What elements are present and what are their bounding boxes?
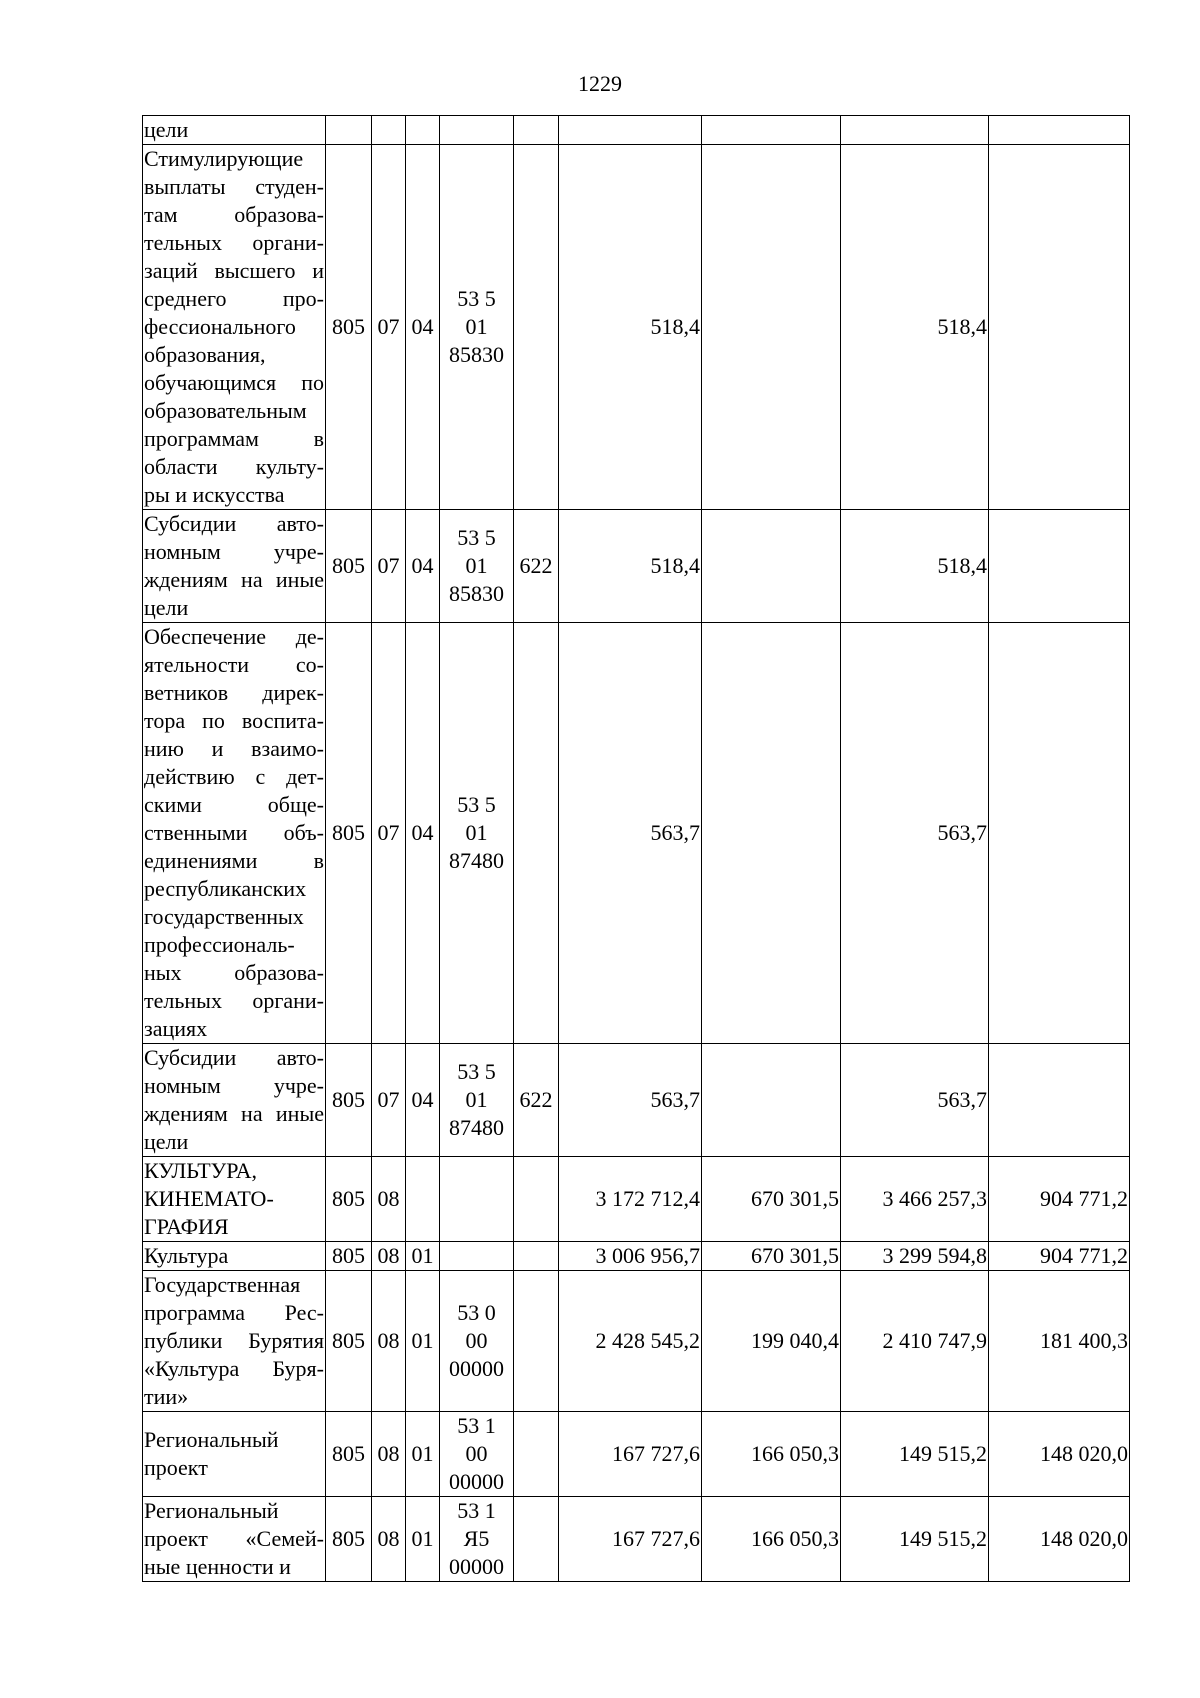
description-line: тельных органи- bbox=[144, 230, 324, 255]
cell-amount-4 bbox=[989, 145, 1130, 510]
cell-expense-type bbox=[514, 1412, 559, 1497]
cell-target-code bbox=[440, 145, 514, 510]
cell-amount-2: 166 050,3 bbox=[702, 1412, 841, 1497]
cell-section-code: 07 bbox=[372, 510, 406, 623]
cell-target-code bbox=[440, 116, 514, 145]
cell-description bbox=[143, 510, 326, 623]
cell-amount-3: 518,4 bbox=[841, 510, 989, 623]
cell-target-code bbox=[440, 1271, 514, 1412]
description-line: тии» bbox=[144, 1384, 189, 1409]
cell-target-code bbox=[440, 1242, 514, 1271]
description-line: программам в bbox=[144, 426, 324, 451]
description-line: цели bbox=[144, 1129, 189, 1154]
table-row bbox=[143, 1157, 1130, 1242]
cell-description bbox=[143, 1497, 326, 1582]
cell-expense-type: 622 bbox=[514, 1044, 559, 1157]
target-code-line: 01 bbox=[465, 820, 488, 845]
cell-amount-1: 518,4 bbox=[559, 510, 702, 623]
cell-amount-4 bbox=[989, 623, 1130, 1044]
cell-admin-code: 805 bbox=[326, 1157, 372, 1242]
cell-target-code bbox=[440, 510, 514, 623]
cell-target-code bbox=[440, 1044, 514, 1157]
cell-target-code bbox=[440, 1412, 514, 1497]
cell-amount-4 bbox=[989, 116, 1130, 145]
cell-admin-code: 805 bbox=[326, 1497, 372, 1582]
cell-section-code: 08 bbox=[372, 1497, 406, 1582]
table-row bbox=[143, 623, 1130, 1044]
cell-amount-1: 167 727,6 bbox=[559, 1497, 702, 1582]
cell-amount-3 bbox=[841, 116, 989, 145]
table-row bbox=[143, 1412, 1130, 1497]
target-code-line: 53 5 bbox=[457, 1059, 496, 1084]
cell-section-code bbox=[372, 116, 406, 145]
cell-description bbox=[143, 623, 326, 1044]
cell-amount-3: 3 466 257,3 bbox=[841, 1157, 989, 1242]
cell-expense-type bbox=[514, 116, 559, 145]
cell-amount-1 bbox=[559, 116, 702, 145]
description-line: образовательным bbox=[144, 398, 307, 423]
cell-target-code bbox=[440, 1497, 514, 1582]
cell-amount-2 bbox=[702, 1044, 841, 1157]
cell-amount-1: 3 006 956,7 bbox=[559, 1242, 702, 1271]
cell-subsection-code: 01 bbox=[406, 1497, 440, 1582]
target-code-line: 53 5 bbox=[457, 286, 496, 311]
cell-subsection-code bbox=[406, 116, 440, 145]
table-row bbox=[143, 1242, 1130, 1271]
description-line: проект «Семей- bbox=[144, 1526, 324, 1551]
description-line: Субсидии авто- bbox=[144, 1045, 324, 1070]
cell-section-code: 08 bbox=[372, 1412, 406, 1497]
description-line: единениями в bbox=[144, 848, 324, 873]
description-line: ственными объ- bbox=[144, 820, 324, 845]
cell-amount-4: 148 020,0 bbox=[989, 1412, 1130, 1497]
cell-amount-2 bbox=[702, 145, 841, 510]
description-line: образования, bbox=[144, 342, 266, 367]
target-code-line: 53 1 bbox=[457, 1413, 496, 1438]
description-line: действию с дет- bbox=[144, 764, 324, 789]
cell-amount-2 bbox=[702, 623, 841, 1044]
cell-expense-type: 622 bbox=[514, 510, 559, 623]
cell-admin-code: 805 bbox=[326, 1271, 372, 1412]
cell-amount-2 bbox=[702, 116, 841, 145]
target-code-line: 85830 bbox=[449, 581, 504, 606]
cell-subsection-code bbox=[406, 1157, 440, 1242]
cell-section-code: 08 bbox=[372, 1242, 406, 1271]
description-line: номным учре- bbox=[144, 1073, 324, 1098]
cell-target-code bbox=[440, 1157, 514, 1242]
target-code-line: 00000 bbox=[449, 1356, 504, 1381]
description-line: тельных органи- bbox=[144, 988, 324, 1013]
table-row bbox=[143, 510, 1130, 623]
description-line: среднего про- bbox=[144, 286, 324, 311]
table-row bbox=[143, 116, 1130, 145]
cell-amount-3: 3 299 594,8 bbox=[841, 1242, 989, 1271]
description-line: КУЛЬТУРА, bbox=[144, 1158, 258, 1183]
cell-expense-type bbox=[514, 1242, 559, 1271]
cell-amount-1: 563,7 bbox=[559, 1044, 702, 1157]
target-code-line: 53 0 bbox=[457, 1300, 496, 1325]
cell-amount-1: 3 172 712,4 bbox=[559, 1157, 702, 1242]
cell-target-code bbox=[440, 623, 514, 1044]
description-line: ждениям на иные bbox=[144, 1101, 324, 1126]
cell-description bbox=[143, 116, 326, 145]
cell-expense-type bbox=[514, 1497, 559, 1582]
cell-amount-3: 563,7 bbox=[841, 1044, 989, 1157]
cell-expense-type bbox=[514, 623, 559, 1044]
description-line: цели bbox=[144, 595, 189, 620]
description-line: ГРАФИЯ bbox=[144, 1214, 229, 1239]
description-line: профессиональ- bbox=[144, 932, 295, 957]
cell-amount-4: 181 400,3 bbox=[989, 1271, 1130, 1412]
cell-amount-1: 167 727,6 bbox=[559, 1412, 702, 1497]
cell-amount-4: 148 020,0 bbox=[989, 1497, 1130, 1582]
description-line: заций высшего и bbox=[144, 258, 324, 283]
cell-description bbox=[143, 145, 326, 510]
cell-amount-2 bbox=[702, 510, 841, 623]
cell-subsection-code: 01 bbox=[406, 1412, 440, 1497]
cell-amount-2: 670 301,5 bbox=[702, 1242, 841, 1271]
cell-subsection-code: 01 bbox=[406, 1271, 440, 1412]
description-line: «Культура Буря- bbox=[144, 1356, 324, 1381]
target-code-line: 87480 bbox=[449, 1115, 504, 1140]
cell-admin-code bbox=[326, 116, 372, 145]
cell-admin-code: 805 bbox=[326, 510, 372, 623]
cell-subsection-code: 04 bbox=[406, 510, 440, 623]
cell-admin-code: 805 bbox=[326, 145, 372, 510]
description-line: обучающимся по bbox=[144, 370, 324, 395]
description-line: зациях bbox=[144, 1016, 208, 1041]
description-line: Субсидии авто- bbox=[144, 511, 324, 536]
description-line: проект bbox=[144, 1455, 208, 1480]
description-line: скими обще- bbox=[144, 792, 324, 817]
cell-section-code: 08 bbox=[372, 1157, 406, 1242]
description-line: там образова- bbox=[144, 202, 324, 227]
cell-admin-code: 805 bbox=[326, 1044, 372, 1157]
description-line: ветников дирек- bbox=[144, 680, 324, 705]
cell-section-code: 07 bbox=[372, 1044, 406, 1157]
target-code-line: 53 5 bbox=[457, 525, 496, 550]
description-line: выплаты студен- bbox=[144, 174, 324, 199]
cell-admin-code: 805 bbox=[326, 1242, 372, 1271]
description-line: публики Бурятия bbox=[144, 1328, 324, 1353]
cell-subsection-code: 04 bbox=[406, 145, 440, 510]
target-code-line: 00 bbox=[465, 1441, 488, 1466]
cell-amount-1: 518,4 bbox=[559, 145, 702, 510]
cell-amount-4: 904 771,2 bbox=[989, 1157, 1130, 1242]
cell-amount-1: 2 428 545,2 bbox=[559, 1271, 702, 1412]
cell-amount-2: 199 040,4 bbox=[702, 1271, 841, 1412]
table-row bbox=[143, 145, 1130, 510]
description-line: цели bbox=[144, 117, 189, 142]
cell-amount-3: 563,7 bbox=[841, 623, 989, 1044]
cell-description bbox=[143, 1271, 326, 1412]
budget-table-body bbox=[143, 116, 1130, 1582]
description-line: нию и взаимо- bbox=[144, 736, 324, 761]
cell-expense-type bbox=[514, 145, 559, 510]
table-row bbox=[143, 1497, 1130, 1582]
description-line: Культура bbox=[144, 1243, 229, 1268]
cell-description bbox=[143, 1044, 326, 1157]
target-code-line: 00000 bbox=[449, 1469, 504, 1494]
target-code-line: 00 bbox=[465, 1328, 488, 1353]
cell-amount-3: 518,4 bbox=[841, 145, 989, 510]
cell-admin-code: 805 bbox=[326, 1412, 372, 1497]
cell-subsection-code: 04 bbox=[406, 1044, 440, 1157]
cell-description bbox=[143, 1157, 326, 1242]
description-line: ры и искусства bbox=[144, 482, 285, 507]
target-code-line: 85830 bbox=[449, 342, 504, 367]
description-line: Государственная bbox=[144, 1272, 301, 1297]
description-line: ные ценности и bbox=[144, 1554, 291, 1579]
description-line: программа Рес- bbox=[144, 1300, 324, 1325]
cell-expense-type bbox=[514, 1157, 559, 1242]
target-code-line: 01 bbox=[465, 553, 488, 578]
description-line: республиканских bbox=[144, 876, 307, 901]
description-line: фессионального bbox=[144, 314, 296, 339]
cell-amount-1: 563,7 bbox=[559, 623, 702, 1044]
budget-table bbox=[142, 115, 1130, 1582]
table-row bbox=[143, 1271, 1130, 1412]
target-code-line: 01 bbox=[465, 314, 488, 339]
cell-amount-2: 670 301,5 bbox=[702, 1157, 841, 1242]
description-line: ных образова- bbox=[144, 960, 324, 985]
description-line: тора по воспита- bbox=[144, 708, 324, 733]
cell-expense-type bbox=[514, 1271, 559, 1412]
cell-description bbox=[143, 1412, 326, 1497]
description-line: Региональный bbox=[144, 1498, 279, 1523]
description-line: ятельности со- bbox=[144, 652, 324, 677]
cell-admin-code: 805 bbox=[326, 623, 372, 1044]
description-line: ждениям на иные bbox=[144, 567, 324, 592]
cell-section-code: 08 bbox=[372, 1271, 406, 1412]
cell-section-code: 07 bbox=[372, 145, 406, 510]
target-code-line: 01 bbox=[465, 1087, 488, 1112]
cell-description bbox=[143, 1242, 326, 1271]
description-line: Региональный bbox=[144, 1427, 279, 1452]
cell-amount-4 bbox=[989, 1044, 1130, 1157]
description-line: КИНЕМАТО- bbox=[144, 1186, 274, 1211]
cell-subsection-code: 01 bbox=[406, 1242, 440, 1271]
cell-subsection-code: 04 bbox=[406, 623, 440, 1044]
table-row bbox=[143, 1044, 1130, 1157]
cell-amount-4 bbox=[989, 510, 1130, 623]
target-code-line: 87480 bbox=[449, 848, 504, 873]
target-code-line: 53 5 bbox=[457, 792, 496, 817]
target-code-line: Я5 bbox=[463, 1526, 490, 1551]
page-number: 1229 bbox=[578, 71, 622, 96]
cell-amount-3: 2 410 747,9 bbox=[841, 1271, 989, 1412]
cell-amount-3: 149 515,2 bbox=[841, 1497, 989, 1582]
description-line: Стимулирующие bbox=[144, 146, 304, 171]
description-line: области культу- bbox=[144, 454, 324, 479]
cell-amount-3: 149 515,2 bbox=[841, 1412, 989, 1497]
description-line: государственных bbox=[144, 904, 304, 929]
cell-section-code: 07 bbox=[372, 623, 406, 1044]
target-code-line: 53 1 bbox=[457, 1498, 496, 1523]
cell-amount-2: 166 050,3 bbox=[702, 1497, 841, 1582]
description-line: номным учре- bbox=[144, 539, 324, 564]
cell-amount-4: 904 771,2 bbox=[989, 1242, 1130, 1271]
target-code-line: 00000 bbox=[449, 1554, 504, 1579]
description-line: Обеспечение де- bbox=[144, 624, 324, 649]
